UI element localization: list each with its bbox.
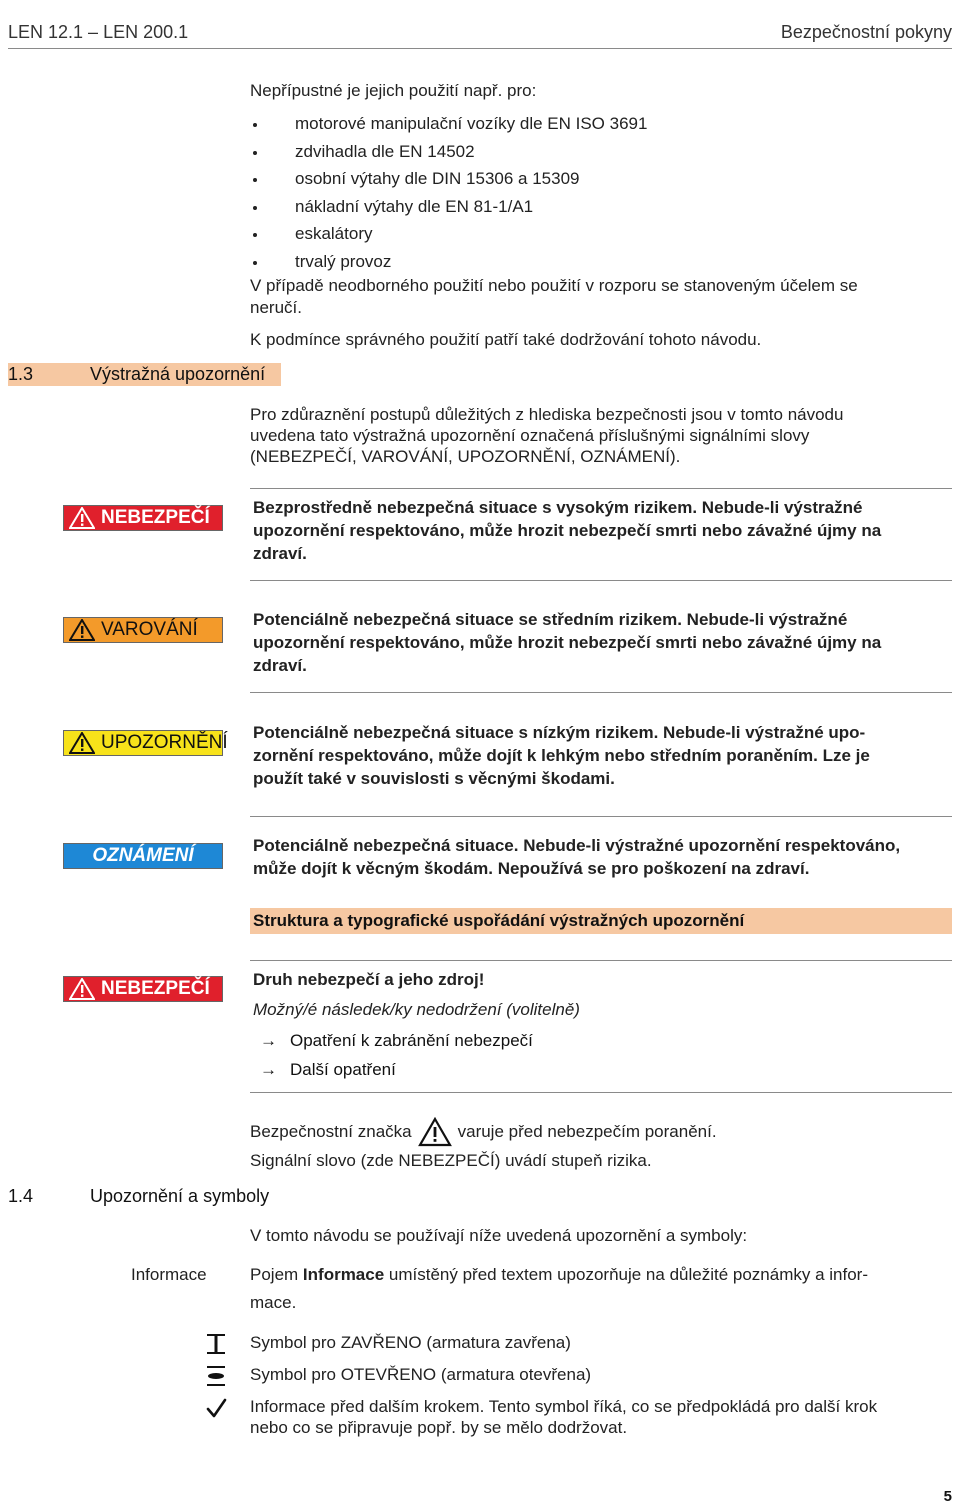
valve-closed-icon	[205, 1333, 227, 1355]
warning-triangle-icon	[69, 619, 95, 641]
valve-open-icon	[205, 1365, 227, 1387]
symbol-next-step-line-2: nebo co se připravuje popř. by se mělo dodržovat.	[250, 1418, 628, 1437]
section-number: 1.4	[8, 1186, 34, 1206]
list-item: motorové manipulační vozíky dle EN ISO 3691	[250, 110, 647, 138]
divider	[250, 1092, 952, 1093]
warning-triangle-icon	[69, 507, 95, 529]
info-text-pre: Pojem	[250, 1265, 299, 1284]
danger-text-line-2: upozornění respektováno, může hrozit nebezpečí smrti nebo závažné újmy na	[253, 521, 882, 540]
warning-label-text: VAROVÁNÍ	[101, 619, 198, 640]
divider	[250, 580, 952, 581]
section-title: Výstražná upozornění	[90, 364, 266, 384]
warning-triangle-icon	[69, 978, 95, 1000]
section-heading-1-4	[8, 1185, 308, 1208]
structure-heading: Struktura a typografické uspořádání výstražných upozornění	[250, 908, 952, 934]
symbol-next-step-line-1: Informace před dalším krokem. Tento symbol říká, co se předpokládá pro další krok	[250, 1397, 878, 1416]
safety-symbol-text-before: Bezpečnostní značka	[250, 1122, 412, 1141]
list-item: trvalý provoz	[250, 248, 647, 276]
section-number: 1.3	[8, 364, 34, 384]
divider	[250, 692, 952, 693]
arrow-right-icon: →	[260, 1060, 277, 1079]
warning-text-line-2: upozornění respektováno, může hrozit nebezpečí smrti nebo závažné újmy na	[253, 633, 882, 652]
warning-text-line-3: zdraví.	[253, 656, 307, 675]
signal-word-text: Signální slovo (zde NEBEZPEČÍ) uvádí stupeň rizika.	[250, 1151, 652, 1170]
warning-label	[63, 617, 223, 643]
notice-text-line-2: může dojít k věcným škodám. Nepoužívá se pro poškození na zdraví.	[253, 859, 810, 878]
info-text-line-1	[250, 1264, 868, 1286]
misuse-line-1: V případě neodborného použití nebo použití v rozporu se stanoveným účelem se	[250, 276, 858, 295]
notice-text-line-1: Potenciálně nebezpečná situace. Nebude-li výstražné upozornění respektováno,	[253, 836, 901, 855]
symbol-closed-text: Symbol pro ZAVŘENO (armatura zavřena)	[250, 1333, 571, 1352]
section-14-intro: V tomto návodu se používají níže uvedená upozornění a symboly:	[250, 1226, 748, 1245]
divider	[250, 488, 952, 489]
symbol-open-text: Symbol pro OTEVŘENO (armatura otevřena)	[250, 1365, 592, 1384]
proper-use-text: K podmínce správného použití patří také dodržování tohoto návodu.	[250, 330, 762, 349]
notice-label	[63, 843, 223, 869]
list-item: nákladní výtahy dle EN 81-1/A1	[250, 193, 647, 221]
example-action-text: Opatření k zabránění nebezpečí	[290, 1031, 533, 1050]
info-text-line-2: mace.	[250, 1293, 297, 1312]
section-title: Upozornění a symboly	[90, 1186, 270, 1206]
caution-label-text: UPOZORNĚNÍ	[101, 732, 228, 753]
warning-triangle-icon	[418, 1117, 452, 1147]
example-action-2	[250, 1059, 396, 1081]
warning-triangle-icon	[69, 732, 95, 754]
prohibited-uses-list	[250, 110, 647, 275]
header-divider	[8, 48, 952, 49]
danger-text-line-1: Bezprostředně nebezpečná situace s vysokým rizikem. Nebude-li výstražné	[253, 498, 863, 517]
safety-symbol-line	[250, 1117, 717, 1147]
warning-text-line-1: Potenciálně nebezpečná situace se středním rizikem. Nebude-li výstražné	[253, 610, 848, 629]
example-consequence: Možný/é následek/ky nedodržení (volitelně)	[253, 1000, 580, 1019]
caution-text-line-3: použít také v souvislosti s věcnými škodami.	[253, 769, 615, 788]
info-label: Informace	[131, 1265, 207, 1284]
divider	[250, 816, 952, 817]
example-danger-label	[63, 976, 223, 1002]
section-13-para-line-2: uvedena tato výstražná upozornění označená příslušnými signálními slovy	[250, 426, 810, 445]
section-13-para-line-1: Pro zdůraznění postupů důležitých z hlediska bezpečnosti jsou v tomto návodu	[250, 405, 844, 424]
divider	[250, 960, 952, 961]
list-item: osobní výtahy dle DIN 15306 a 15309	[250, 165, 647, 193]
header-document-title: LEN 12.1 – LEN 200.1	[8, 22, 189, 42]
danger-label	[63, 505, 223, 531]
safety-symbol-text-after: varuje před nebezpečím poranění.	[457, 1122, 717, 1141]
caution-text-line-1: Potenciálně nebezpečná situace s nízkým rizikem. Nebude-li výstražné upo-	[253, 723, 866, 742]
caution-text-line-2: zornění respektováno, může dojít k lehkým nebo středním poraněním. Lze je	[253, 746, 870, 765]
intro-lead: Nepřípustné je jejich použití např. pro:	[250, 81, 537, 100]
section-heading-1-3	[8, 363, 281, 386]
checkmark-icon	[205, 1397, 227, 1419]
example-action-1	[250, 1030, 533, 1052]
list-item: eskalátory	[250, 220, 647, 248]
caution-label	[63, 730, 228, 756]
arrow-right-icon: →	[260, 1031, 277, 1050]
danger-label-text: NEBEZPEČÍ	[101, 507, 210, 528]
section-13-para-line-3: (NEBEZPEČÍ, VAROVÁNÍ, UPOZORNĚNÍ, OZNÁMENÍ).	[250, 447, 681, 466]
page-number: 5	[943, 1488, 952, 1505]
example-hazard-title: Druh nebezpečí a jeho zdroj!	[253, 970, 485, 989]
notice-label-text: OZNÁMENÍ	[92, 845, 194, 866]
danger-text-line-3: zdraví.	[253, 544, 307, 563]
info-text-bold: Informace	[302, 1265, 385, 1284]
misuse-line-2: neručí.	[250, 298, 302, 317]
example-danger-label-text: NEBEZPEČÍ	[101, 978, 210, 999]
example-action-text: Další opatření	[290, 1060, 396, 1079]
header-chapter-title: Bezpečnostní pokyny	[780, 22, 952, 42]
list-item: zdvihadla dle EN 14502	[250, 138, 647, 166]
info-text-post: umístěný před textem upozorňuje na důležité poznámky a infor-	[388, 1265, 868, 1284]
